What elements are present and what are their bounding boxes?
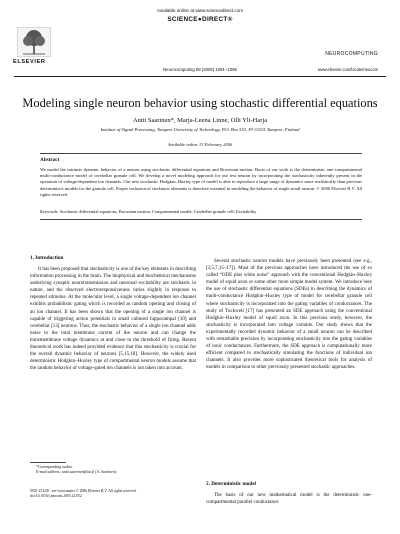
publisher-logo: ELSEVIER: [13, 59, 46, 65]
available-date: Available online 13 February 2006: [167, 142, 233, 147]
keywords-text: Stochastic differential equations; Brownian motion; Compartmental model; Cerebellar granule cell; Excitability: [59, 209, 257, 214]
footnote-rule: [30, 462, 66, 463]
paper-title: Modeling single neuron behavior using stochastic differential equations: [22, 96, 378, 110]
abstract-copyright: © 2006 Elsevier B.V. All rights reserved.: [40, 185, 363, 197]
elsevier-tree-logo: [17, 27, 51, 57]
abstract-bottom-rule: [40, 219, 362, 220]
authors: Antti Saarinen*, Marja-Leena Linne, Olli Yli-Harja: [132, 117, 268, 124]
keywords-label: Keywords:: [40, 209, 59, 214]
introduction-paragraph: It has been proposed that stochasticity is one of the key elements in describing information processing in the brain. The biophysical and biochemical mechanisms underlying synaptic neurotransmission and neuronal excitability are stochastic in nature, and the observed electroresponsiveness varies slightly in response to repeated stimulus. At the molecular level, a single voltage-dependent ion channel exhibits probabilistic gating which is recorded as random opening and closing of an ion channel. It has been shown that the opening of a single ion channel is capable of triggering action potentials in small cultured hippocampal [10] and cerebellar [13] neurons. Thus, the stochastic behavior of a single ion channel adds noise to the total membrane current of the neuron and can change the transmembrane voltage dynamics at and close to the threshold of firing. Recent theoretical work has indeed provided evidence that this stochasticity is crucial for the overall dynamic behavior of neurons [5,15,18]. However, the widely used deterministic Hodgkin–Huxley type of compartmental neuron models assume that the random behavior of voltage-gated ion channels is not taken into account.: [30, 267, 196, 372]
footnote: [30, 465, 196, 475]
footnote-corresponding: *Corresponding author.: [36, 465, 73, 469]
issn-line: 0925-2312/$ - see front matter © 2006 Elsevier B.V. All rights reserved.: [30, 489, 137, 493]
journal-url: www.elsevier.com/locate/neucom: [317, 67, 378, 72]
introduction-heading: 1. Introduction: [30, 255, 64, 261]
sciencedirect-logo: SCIENCE●DIRECT®: [167, 16, 233, 23]
abstract-text: [40, 167, 362, 198]
deterministic-model-paragraph: The basis of our new mathematical model is the deterministic one-compartmental parallel conductance: [206, 493, 372, 506]
journal-name: NEUROCOMPUTING: [325, 51, 378, 57]
available-online-text: Available online at www.sciencedirect.com: [156, 8, 244, 13]
abstract-body: We model the intrinsic dynamic behavior of a neuron using stochastic differential equations and Brownian motion. Basis of our work is the deterministic one-compartmental multi-conductance model of cerebellar granule cell. We develop a novel modeling approach for our test neuron by incorporating the stochasticity inherently present in the operation of voltage-dependent ion channels. Our new stochastic Hodgkin–Huxley type of model is able to reproduce a large range of dynamics more realistically than previous deterministic models for the granule cell. Proper inclusion of stochastic elements is therefore essential in modeling the behavior of single small neuron.: [40, 167, 362, 191]
abstract-top-rule: [40, 153, 362, 154]
front-matter: [30, 489, 230, 499]
footnote-email: E-mail address: antti.saarinen@tut.fi (A. Saarinen).: [36, 470, 118, 475]
keywords: [40, 209, 362, 214]
header-rule: [14, 76, 386, 77]
affiliation: Institute of Signal Processing, Tampere University of Technology, P.O. Box 553, FI-33101 Tampere, Finland: [100, 127, 300, 132]
right-column-paragraph: Several stochastic neuron models have previously been presented (see e.g., [3,5,7,15–17]). Most of the previous approaches have introduced the use of so called “ODE plus white noise” approach with the conventional Hodgkin–Huxley model of squid axon or some other more simple model system. We introduce here the use of stochastic differential equations (SDEs) in describing the dynamics of multi-conductance Hodgkin–Huxley type of model for cerebellar granule cell where stochasticity is incorporated into the gating variables of conductances. The study of Tuckwell [17] has presented an SDE approach using the conventional Hodgkin–Huxley model of squid axon. In this previous study, however, the stochasticity is incorporated into voltage variable. Our study shows that the experimentally recorded dynamic behavior of a small neuron can be described with remarkable precision by incorporating stochasticity into the gating variables of ionic conductances. Furthermore, the SDE approach is computationally more efficient compared to stochastically simulating the functions of individual ion channels. It also provides more sophisticated theoretical tools for analysis of models in comparison to other previously presented stochastic approaches.: [206, 259, 372, 371]
deterministic-model-heading: 2. Deterministic model: [206, 481, 256, 487]
journal-reference: Neurocomputing 69 (2006) 1091–1096: [163, 67, 237, 72]
doi-line: doi:10.1016/j.neucom.2005.12.052: [30, 493, 82, 498]
abstract-heading: Abstract: [40, 157, 60, 163]
